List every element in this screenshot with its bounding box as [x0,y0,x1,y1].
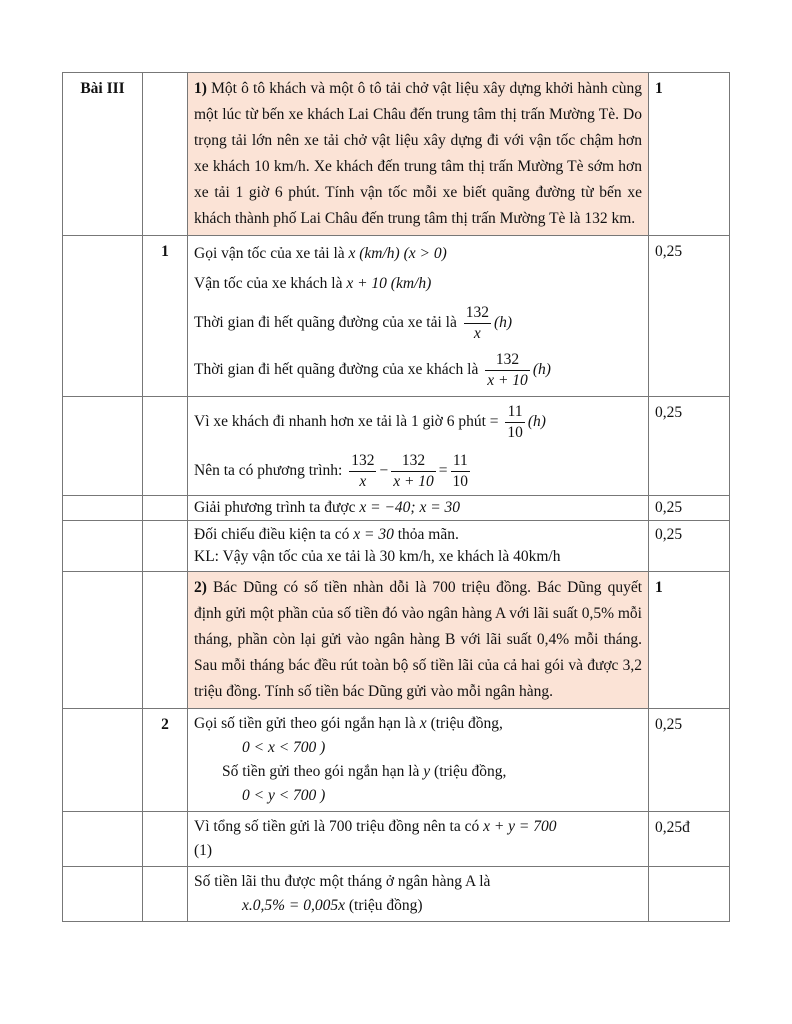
p1-s2-eq-fraction-2: $\frac{132}{x + 10}$ [393,452,434,490]
p1-conclusion: KL: Vậy vận tốc của xe tải là 30 km/h, xe khách là 40km/h [194,548,561,565]
problem-1-statement [188,73,649,236]
p1-step-2-score: 0,25 [649,397,730,496]
problem-2-row [63,572,730,709]
empty-cell [63,236,143,397]
section-label: Bài III [63,73,143,236]
p2-step-2: Vì tổng số tiền gửi là 700 triệu đồng nên ta có x + y = 700 (1) [188,812,649,867]
p1-s1-fraction-truck: $\frac{132}{x}$ [465,304,489,342]
problem-1-score: 1 [649,73,730,236]
empty-cell [143,397,188,496]
empty-cell [143,496,188,521]
empty-cell [143,572,188,709]
p2-step-1-score: 0,25 [649,709,730,812]
problem-2-score: 1 [649,572,730,709]
p1-s1-line3: Thời gian đi hết quãng đường của xe tải là [194,314,461,332]
p1-s1-line4: Thời gian đi hết quãng đường của xe khách là [194,361,483,379]
empty-cell [63,496,143,521]
problem-1-text: Một ô tô khách và một ô tô tải chở vật liệu xây dựng khởi hành cùng một lúc từ bến xe khách Lai Châu đến trung tâm thị trấn Mường Tè. Do trọng tải lớn nên xe tải chở vật liệu xây dựng đi với vận tốc chậm hơn xe khách 10 km/h. Xe khách đến trung tâm thị trấn Mường Tè sớm hơn xe tải 1 giờ 6 phút. Tính vận tốc mỗi xe biết quãng đường từ bến xe khách thành phố Lai Châu đến trung tâm thị trấn Mường Tè là 132 km. [194,80,642,227]
p1-s1-line2: Vận tốc của xe khách là [194,275,347,292]
p1-s2-fraction-time: $\frac{11}{10}$ [507,403,523,441]
problem-2-text: Bác Dũng có số tiền nhàn dỗi là 700 triệu đồng. Bác Dũng quyết định gửi một phần của số tiền đó vào ngân hàng A với lãi suất 0,5% mỗi tháng, phần còn lại gửi vào ngân hàng B với lãi suất 0,4% mỗi tháng. Sau mỗi tháng bác đều rút toàn bộ số tiền lãi của cả hai gói và được 3,2 triệu đồng. Tính số tiền bác Dũng gửi vào mỗi ngân hàng. [194,579,643,700]
p1-step-1-row [63,236,730,397]
problem-2-statement [188,572,649,709]
p1-s2-line2: Nên ta có phương trình: [194,462,347,480]
p1-step-1: Gọi vận tốc của xe tải là x (km/h) (x > 0) Vận tốc của xe khách là x + 10 (km/h) Thời gian đi hết quãng đường của xe tải là $\frac{132}{x}$ (h) Thời gian đi hết quãng đường của xe khách là $\frac{132}{x + 10}$ (h) [188,236,649,397]
p1-step-4-score: 0,25 [649,521,730,572]
empty-cell [63,867,143,922]
p1-step-4: Đối chiếu điều kiện ta có x = 30 thỏa mãn. KL: Vậy vận tốc của xe tải là 30 km/h, xe khách là 40km/h [188,521,649,572]
p1-s1-fraction-bus: $\frac{132}{x + 10}$ [487,351,528,389]
p1-s2-eq-fraction-3: $\frac{11}{10}$ [452,452,469,490]
empty-cell [143,867,188,922]
empty-cell [143,73,188,236]
empty-cell [143,812,188,867]
p1-step-3-score: 0,25 [649,496,730,521]
p1-s1-line1-math: x (km/h) (x > 0) [348,245,447,262]
p2-s1-range-x: 0 < x < 700 ) [242,739,326,756]
p1-step-4-row [63,521,730,572]
p1-step-2-row [63,397,730,496]
p1-row-number: 1 [143,236,188,397]
answer-table [62,72,730,922]
p2-s1-range-y: 0 < y < 700 ) [242,787,326,804]
empty-cell [63,709,143,812]
p1-step-1-score: 0,25 [649,236,730,397]
p2-step-2-row [63,812,730,867]
p2-step-3: Số tiền lãi thu được một tháng ở ngân hàng A là x.0,5% = 0,005x (triệu đồng) [188,867,649,922]
empty-cell [63,521,143,572]
problem-1-row [63,73,730,236]
p2-step-3-row [63,867,730,922]
empty-cell [63,397,143,496]
p2-step-1-row [63,709,730,812]
empty-cell [63,572,143,709]
p1-s1-line1: Gọi vận tốc của xe tải là [194,245,349,262]
p1-step-3-row [63,496,730,521]
problem-1-number: 1) [194,80,207,97]
p2-step-1: Gọi số tiền gửi theo gói ngắn hạn là x (triệu đồng, 0 < x < 700 ) Số tiền gửi theo gói ngắn hạn là y (triệu đồng, 0 < y < 700 ) [188,709,649,812]
p1-step-2: Vì xe khách đi nhanh hơn xe tải là 1 giờ 6 phút = $\frac{11}{10}$ (h) Nên ta có phương trình: $\frac{132}{x}$ − $\frac{132}{x + 10}$ = $\frac{11}{10}$ [188,397,649,496]
p1-s2-eq-fraction-1: $\frac{132}{x}$ [351,452,375,490]
empty-cell [63,812,143,867]
p1-s2-line1: Vì xe khách đi nhanh hơn xe tải là 1 giờ 6 phút = [194,413,503,431]
p2-step-2-score: 0,25đ [649,812,730,867]
p1-step-3: Giải phương trình ta được x = −40; x = 30 [188,496,649,521]
p2-row-number: 2 [143,709,188,812]
empty-score-cell [649,867,730,922]
p1-s1-line2-math: x + 10 (km/h) [346,275,432,292]
problem-2-number: 2) [194,579,207,596]
empty-cell [143,521,188,572]
